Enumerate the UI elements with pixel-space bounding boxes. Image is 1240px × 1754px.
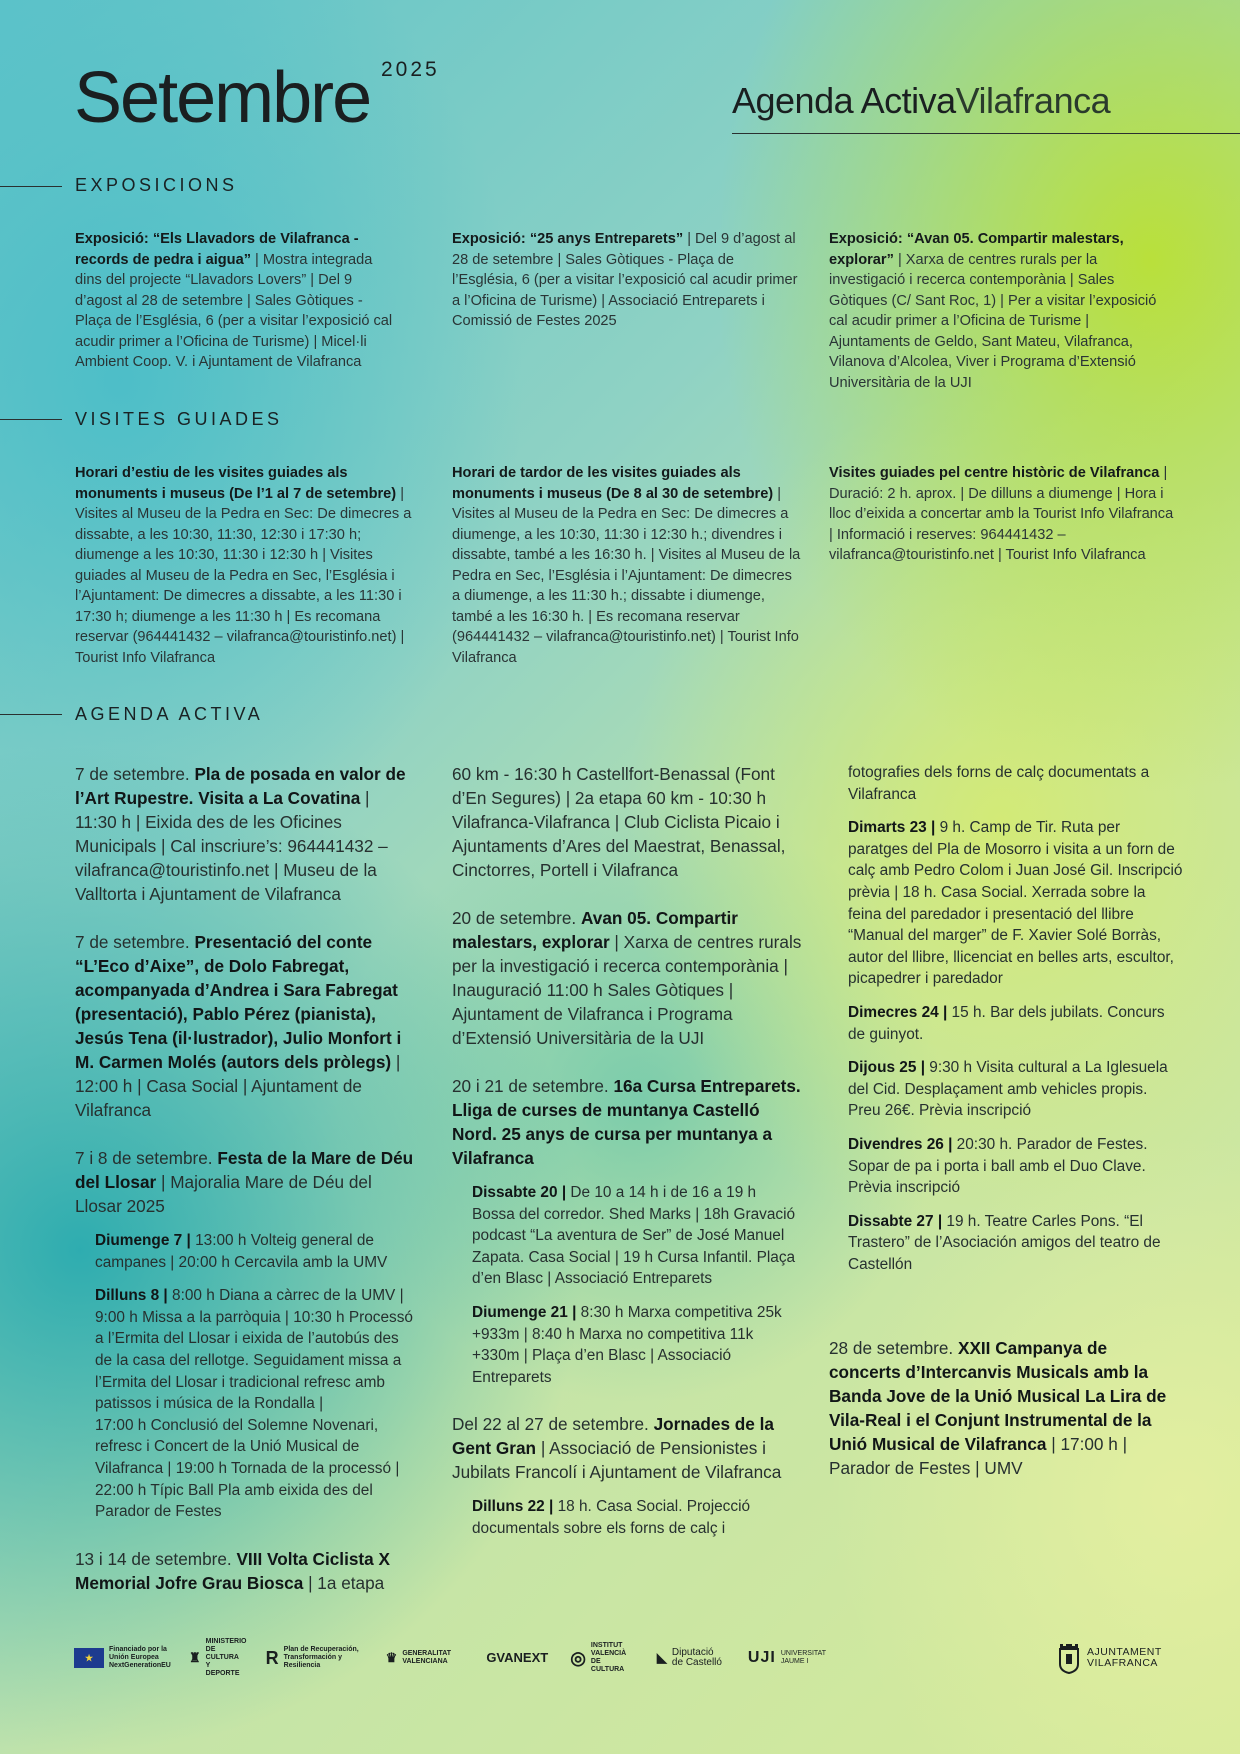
section-title-visites: VISITES GUIADES	[75, 409, 283, 429]
exposicio-3: Exposició: “Avan 05. Compartir malestars, explorar” | Xarxa de centres rurals per la investigació i recerca contemporània | Sales Gòtiques (C/ Sant Roc, 1) | Per a visitar l’exposició cal acudir primer a l’Oficina de Turisme | Ajuntaments de Geldo, Sant Mateu, Vilafranca, Vilanova d’Alcolea, Viver i Programa d’Extensió Universitària de la UJI	[829, 231, 1157, 391]
agenda-column-3	[848, 762, 1183, 1299]
brand-divider	[732, 133, 1240, 134]
agenda-event: 28 de setembre. XXII Campanya de concerts d’Intercanvis Musicals amb la Banda Jove de la Unió Musical La Lira de Vila-Real i el Conjunt Instrumental de la Unió Musical de Vilafranca | 17:00 h | Parador de Festes | UMV	[829, 1338, 1167, 1478]
agenda-subevent: Dimecres 24 | 15 h. Bar dels jubilats. Concurs de guinyot.	[848, 1003, 1165, 1043]
agenda-event: 20 de setembre. Avan 05. Compartir malestars, explorar | Xarxa de centres rurals per la investigació i recerca contemporània | Inauguració 11:00 h Sales Gòtiques | Ajuntament de Vilafranca i Programa d’Extensió Universitària de la UJI	[452, 908, 802, 1048]
visita-estiu: Horari d’estiu de les visites guiades als monuments i museus (De l’1 al 7 de setembre) | Visites al Museu de la Pedra en Sec: De dimecres a dissabte, a les 10:30, 11:30, 12:30 i 17:30 h; diumenge a les 10:30, 11:30 i 12:30 h | Visites guiades al Museu de la Pedra en Sec, l’Església i l’Ajuntament: De dimecres a dissabte, a les 11:30 i 17:30 h; diumenge a les 11:30 h | Es recomana reservar (964441432 – vilafranca@touristinfo.net) | Tourist Info Vilafranca	[75, 465, 412, 666]
agenda-subevent: Diumenge 21 | 8:30 h Marxa competitiva 25k +933m | 8:40 h Marxa no competitiva 11k +330m | Plaça d’en Blasc | Associació Entreparets	[472, 1303, 782, 1386]
ajuntament-logo: AJUNTAMENT VILAFRANCA	[1057, 1642, 1162, 1674]
diputacio-mark-icon: ◣	[656, 1650, 667, 1665]
agenda-column-2	[452, 762, 802, 1552]
page-title: Setembre	[74, 58, 371, 138]
ministerio-logo: ♜ MINISTERIO DE CULTURA Y DEPORTE	[189, 1638, 247, 1677]
crest-icon: ♜	[189, 1650, 201, 1665]
generalitat-logo: ♛ GENERALITAT VALENCIANA	[385, 1650, 452, 1665]
visita-tardor: Horari de tardor de les visites guiades als monuments i museus (De 8 al 30 de setembre) | Visites al Museu de la Pedra en Sec: De dimecres a diumenge, a les 10:30, 11:30 i 12:30 h.; divendres i dissabte, també a les 16:30 h. | Visites al Museu de la Pedra en Sec, l’Església i l’Ajuntament: De dimecres a diumenge, a les 11:30 h.; dissabte i diumenge, també a les 16:30 h. | Es recomana reservar (964441432 – vilafranca@touristinfo.net) | Tourist Info Vilafranca	[452, 465, 801, 666]
eu-logo: ★ Financiado por la Unión Europea NextGenerationEU	[74, 1646, 167, 1670]
section-title-exposicions: EXPOSICIONS	[75, 175, 238, 195]
castle-crest-icon	[1057, 1642, 1081, 1674]
agenda-subevent: Divendres 26 | 20:30 h. Parador de Festes. Sopar de pa i porta i ball amb el Duo Clave. Prèvia inscripció	[848, 1135, 1148, 1197]
crest-icon: ♛	[385, 1650, 398, 1665]
agenda-subevent: Dilluns 8 | 8:00 h Diana a càrrec de la UMV | 9:00 h Missa a la parròquia | 10:30 h Processó a l’Ermita del Llosar i eixida de l’autobús des de la casa del rellotge. Seguidament missa a l’Ermita del Llosar i tradicional refresc amb patissos i música de la Rondalla | 17:00 h Conclusió del Solemne Novenari, refresc i Concert de la Unió Musical de Vilafranca | 19:00 h Tornada de la processó | 22:00 h Típic Ball Pla amb eixida des del Parador de Festes	[95, 1287, 413, 1521]
agenda-subevent: Dilluns 22 | 18 h. Casa Social. Projecció documentals sobre els forns de calç i	[472, 1498, 751, 1537]
agenda-event: 7 de setembre. Pla de posada en valor de l’Art Rupestre. Visita a La Covatina | 11:30 h | Eixida des de les Oficines Municipals | Cal inscriure’s: 964441432 – vilafranca@touristinfo.net | Museu de la Valltorta i Ajuntament de Vilafranca	[75, 764, 406, 904]
agenda-event: 20 i 21 de setembre. 16a Cursa Entreparets. Lliga de curses de muntanya Castelló Nord. 25 anys de cursa per muntanya a Vilafranca	[452, 1076, 801, 1168]
agenda-event: Del 22 al 27 de setembre. Jornades de la Gent Gran | Associació de Pensionistes i Jubilats Francolí i Ajuntament de Vilafranca	[452, 1414, 782, 1483]
r-mark-icon: R	[265, 1648, 279, 1668]
section-divider	[0, 186, 62, 187]
visita-centre-historic: Visites guiades pel centre històric de Vilafranca | Duració: 2 h. aprox. | De dilluns a diumenge | Hora i lloc d’eixida a concertar amb la Tourist Info Vilafranca | Informació i reserves: 964441432 – vilafranca@touristinfo.net | Tourist Info Vilafranca	[829, 465, 1174, 563]
exposicio-2: Exposició: “25 anys Entreparets” | Del 9 d’agost al 28 de setembre | Sales Gòtiques - Plaça de l’Església, 6 (per a visitar l’exposició cal acudir primer a l’Oficina de Turisme) | Associació Entreparets i Comissió de Festes 2025	[452, 231, 798, 329]
agenda-event: 7 de setembre. Presentació del conte “L’Eco d’Aixe”, de Dolo Fabregat, acompanyada d’Andrea i Sara Fabregat (presentació), Pablo Pérez (pianista), Jesús Tena (il·lustrador), Julio Monfort i M. Carmen Molés (autors dels pròlegs) | 12:00 h | Casa Social | Ajuntament de Vilafranca	[75, 932, 402, 1120]
ivc-emblem-icon: ◎	[570, 1648, 586, 1668]
agenda-event-continued: 60 km - 16:30 h Castellfort-Benassal (Font d’En Segures) | 2a etapa 60 km - 10:30 h Vilafranca-Vilafranca | Club Ciclista Picaio i Ajuntaments d’Ares del Maestrat, Benassal, Cinctorres, Portell i Vilafranca	[452, 764, 786, 880]
brand-bold: Agenda Activa	[732, 80, 956, 121]
agenda-subevent: Dissabte 20 | De 10 a 14 h i de 16 a 19 h Bossa del corredor. Shed Marks | 18h Gravació podcast “La aventura de Ser” de José Manuel Zapata. Casa Social | 19 h Cursa Infantil. Plaça d’en Blasc | Associació Entreparets	[472, 1184, 796, 1288]
diputacio-logo: ◣ Diputació de Castelló	[656, 1647, 722, 1668]
agenda-subevent: Dijous 25 | 9:30 h Visita cultural a La Iglesuela del Cid. Desplaçament amb vehicles propis. Preu 26€. Prèvia inscripció	[848, 1059, 1168, 1120]
agenda-subevent: Dissabte 27 | 19 h. Teatre Carles Pons. “El Trastero” de l’Asociación amigos del teatro de Castellón	[848, 1212, 1161, 1273]
agenda-event-continued: fotografies dels forns de calç documentats a Vilafranca	[848, 764, 1150, 803]
sponsor-logos	[74, 1638, 826, 1678]
section-divider	[0, 419, 62, 420]
year-label: 2025	[381, 58, 440, 81]
agenda-event: 7 i 8 de setembre. Festa de la Mare de Déu del Llosar | Majoralia Mare de Déu del Llosar 2025	[75, 1148, 414, 1216]
agenda-subevent: Diumenge 7 | 13:00 h Volteig general de campanes | 20:00 h Cercavila amb la UMV	[95, 1232, 388, 1271]
brand-light: Vilafranca	[955, 80, 1111, 121]
section-divider	[0, 714, 62, 715]
eu-flag-icon: ★	[74, 1648, 104, 1668]
exposicio-1: Exposició: “Els Llavadors de Vilafranca - records de pedra i aigua” | Mostra integrada dins del projecte “Llavadors Lovers” | Del 9 d’agost al 28 de setembre | Sales Gòtiques - Plaça de l’Església, 6 (per a visitar l’exposició cal acudir primer a l’Oficina de Turisme) | Micel·li Ambient Coop. V. i Ajuntament de Vilafranca	[75, 231, 393, 370]
plan-recuperacion-logo: R Plan de Recuperación, Transformación y Resiliencia	[265, 1646, 359, 1669]
section-title-agenda: AGENDA ACTIVA	[75, 704, 264, 724]
agenda-subevent: Dimarts 23 | 9 h. Camp de Tir. Ruta per paratges del Pla de Mosorro i visita a un forn de calç amb Pedro Colom i Juan José Gil. Inscripció prèvia | 18 h. Casa Social. Xerrada sobre la feina del paredador i presentació del llibre “Manual del marger” de F. Xavier Solé Borràs, autor del llibre, llicenciat en belles arts, escultor, picapedrer i paredador	[848, 819, 1183, 988]
gvanext-logo: GVANEXT	[486, 1650, 549, 1665]
agenda-event: 13 i 14 de setembre. VIII Volta Ciclista X Memorial Jofre Grau Biosca | 1a etapa	[75, 1548, 390, 1593]
uji-logo: UJI UNIVERSITAT JAUME I	[747, 1649, 826, 1666]
ivc-logo: ◎ INSTITUT VALENCIÀ DE CULTURA	[570, 1642, 627, 1673]
brand-title	[732, 80, 1110, 122]
agenda-column-1	[75, 762, 415, 1619]
agenda-column-3-final	[829, 1336, 1179, 1504]
